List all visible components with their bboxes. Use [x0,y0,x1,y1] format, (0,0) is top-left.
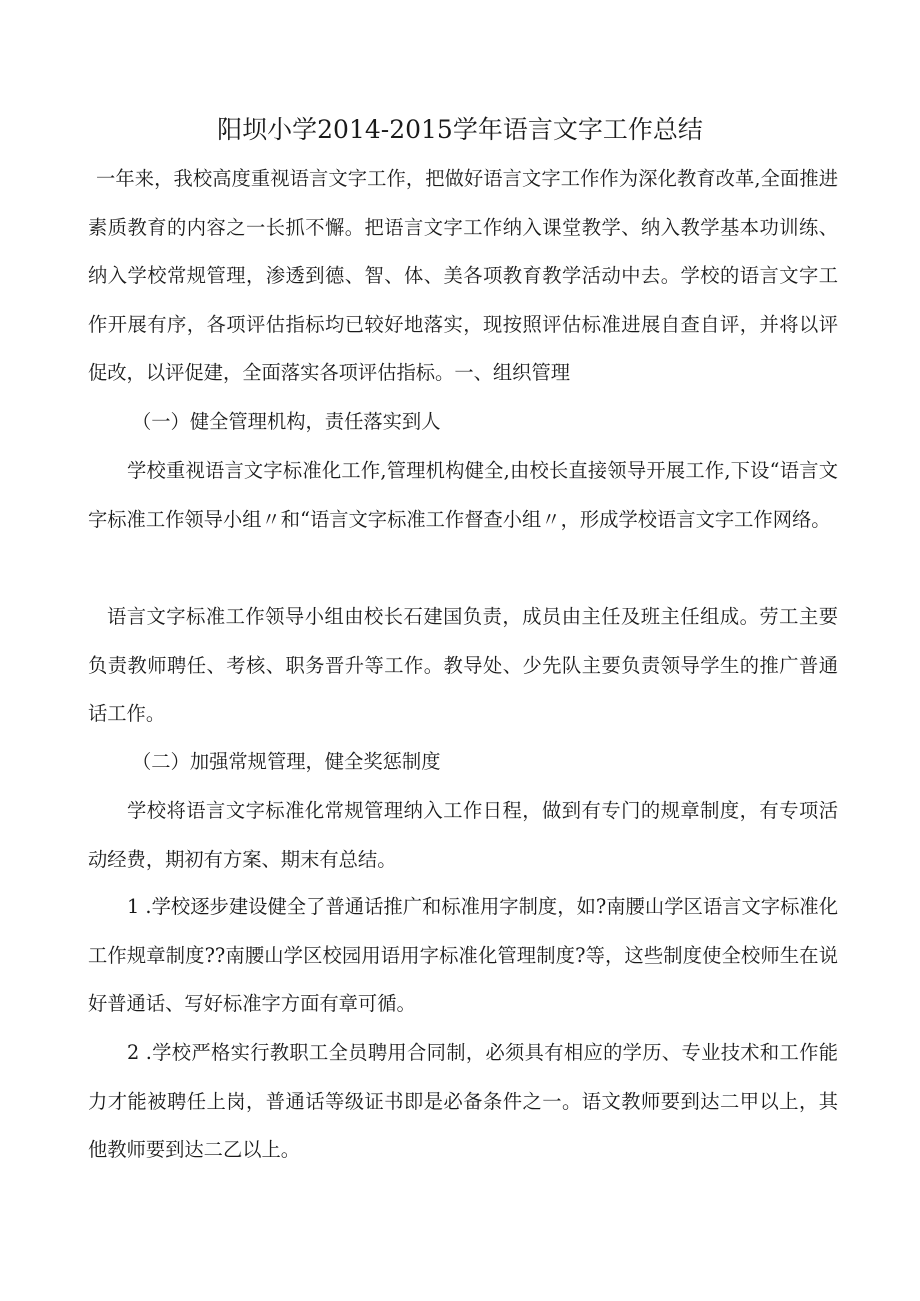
document-title: 阳坝小学2014-2015学年语言文字工作总结 [217,115,703,144]
section-2-heading: （二）加强常规管理，健全奖惩制度 [132,750,441,773]
section-1-paragraph-2: 语言文字标准工作领导小组由校长石建国负责，成员由主任及班主任组成。劳工主要负责教师聘任、考核、职务晋升等工作。教导处、少先队主要负责领导学生的推广普通话工作。 [88,605,838,725]
intro-paragraph: 一年来，我校高度重视语言文字工作，把做好语言文字工作作为深化教育改革,全面推进素质教育的内容之一长抓不懈。把语言文字工作纳入课堂教学、纳入教学基本功训练、纳入学校常规管理，渗透到德、智、体、美各项教育教学活动中去。学校的语言文字工作开展有序，各项评估指标均已较好地落实，现按照评估标准进展自查自评，并将以评促改，以评促建，全面落实各项评估指标。一、组织管理 [88,167,838,384]
section-1-paragraph-1: 学校重视语言文字标准化工作,管理机构健全,由校长直接领导开展工作,下设“语言文字标准工作领导小组〃和“语言文字标准工作督查小组〃，形成学校语言文字工作网络。 [88,459,838,531]
list-item-1: 1 .学校逐步建设健全了普通话推广和标准用字制度，如?南腰山学区语言文字标准化工作规章制度??南腰山学区校园用语用字标准化管理制度?等，这些制度使全校师生在说好普通话、写好标准字方面有章可循。 [88,895,838,1015]
section-2-paragraph-1: 学校将语言文字标准化常规管理纳入工作日程，做到有专门的规章制度，有专项活动经费，期初有方案、期末有总结。 [88,799,838,871]
section-1-heading: （一）健全管理机构，责任落实到人 [132,410,441,433]
list-item-2: 2 .学校严格实行教职工全员聘用合同制，必须具有相应的学历、专业技术和工作能力才能被聘任上岗，普通话等级证书即是必备条件之一。语文教师要到达二甲以上，其他教师要到达二乙以上。 [88,1041,838,1161]
